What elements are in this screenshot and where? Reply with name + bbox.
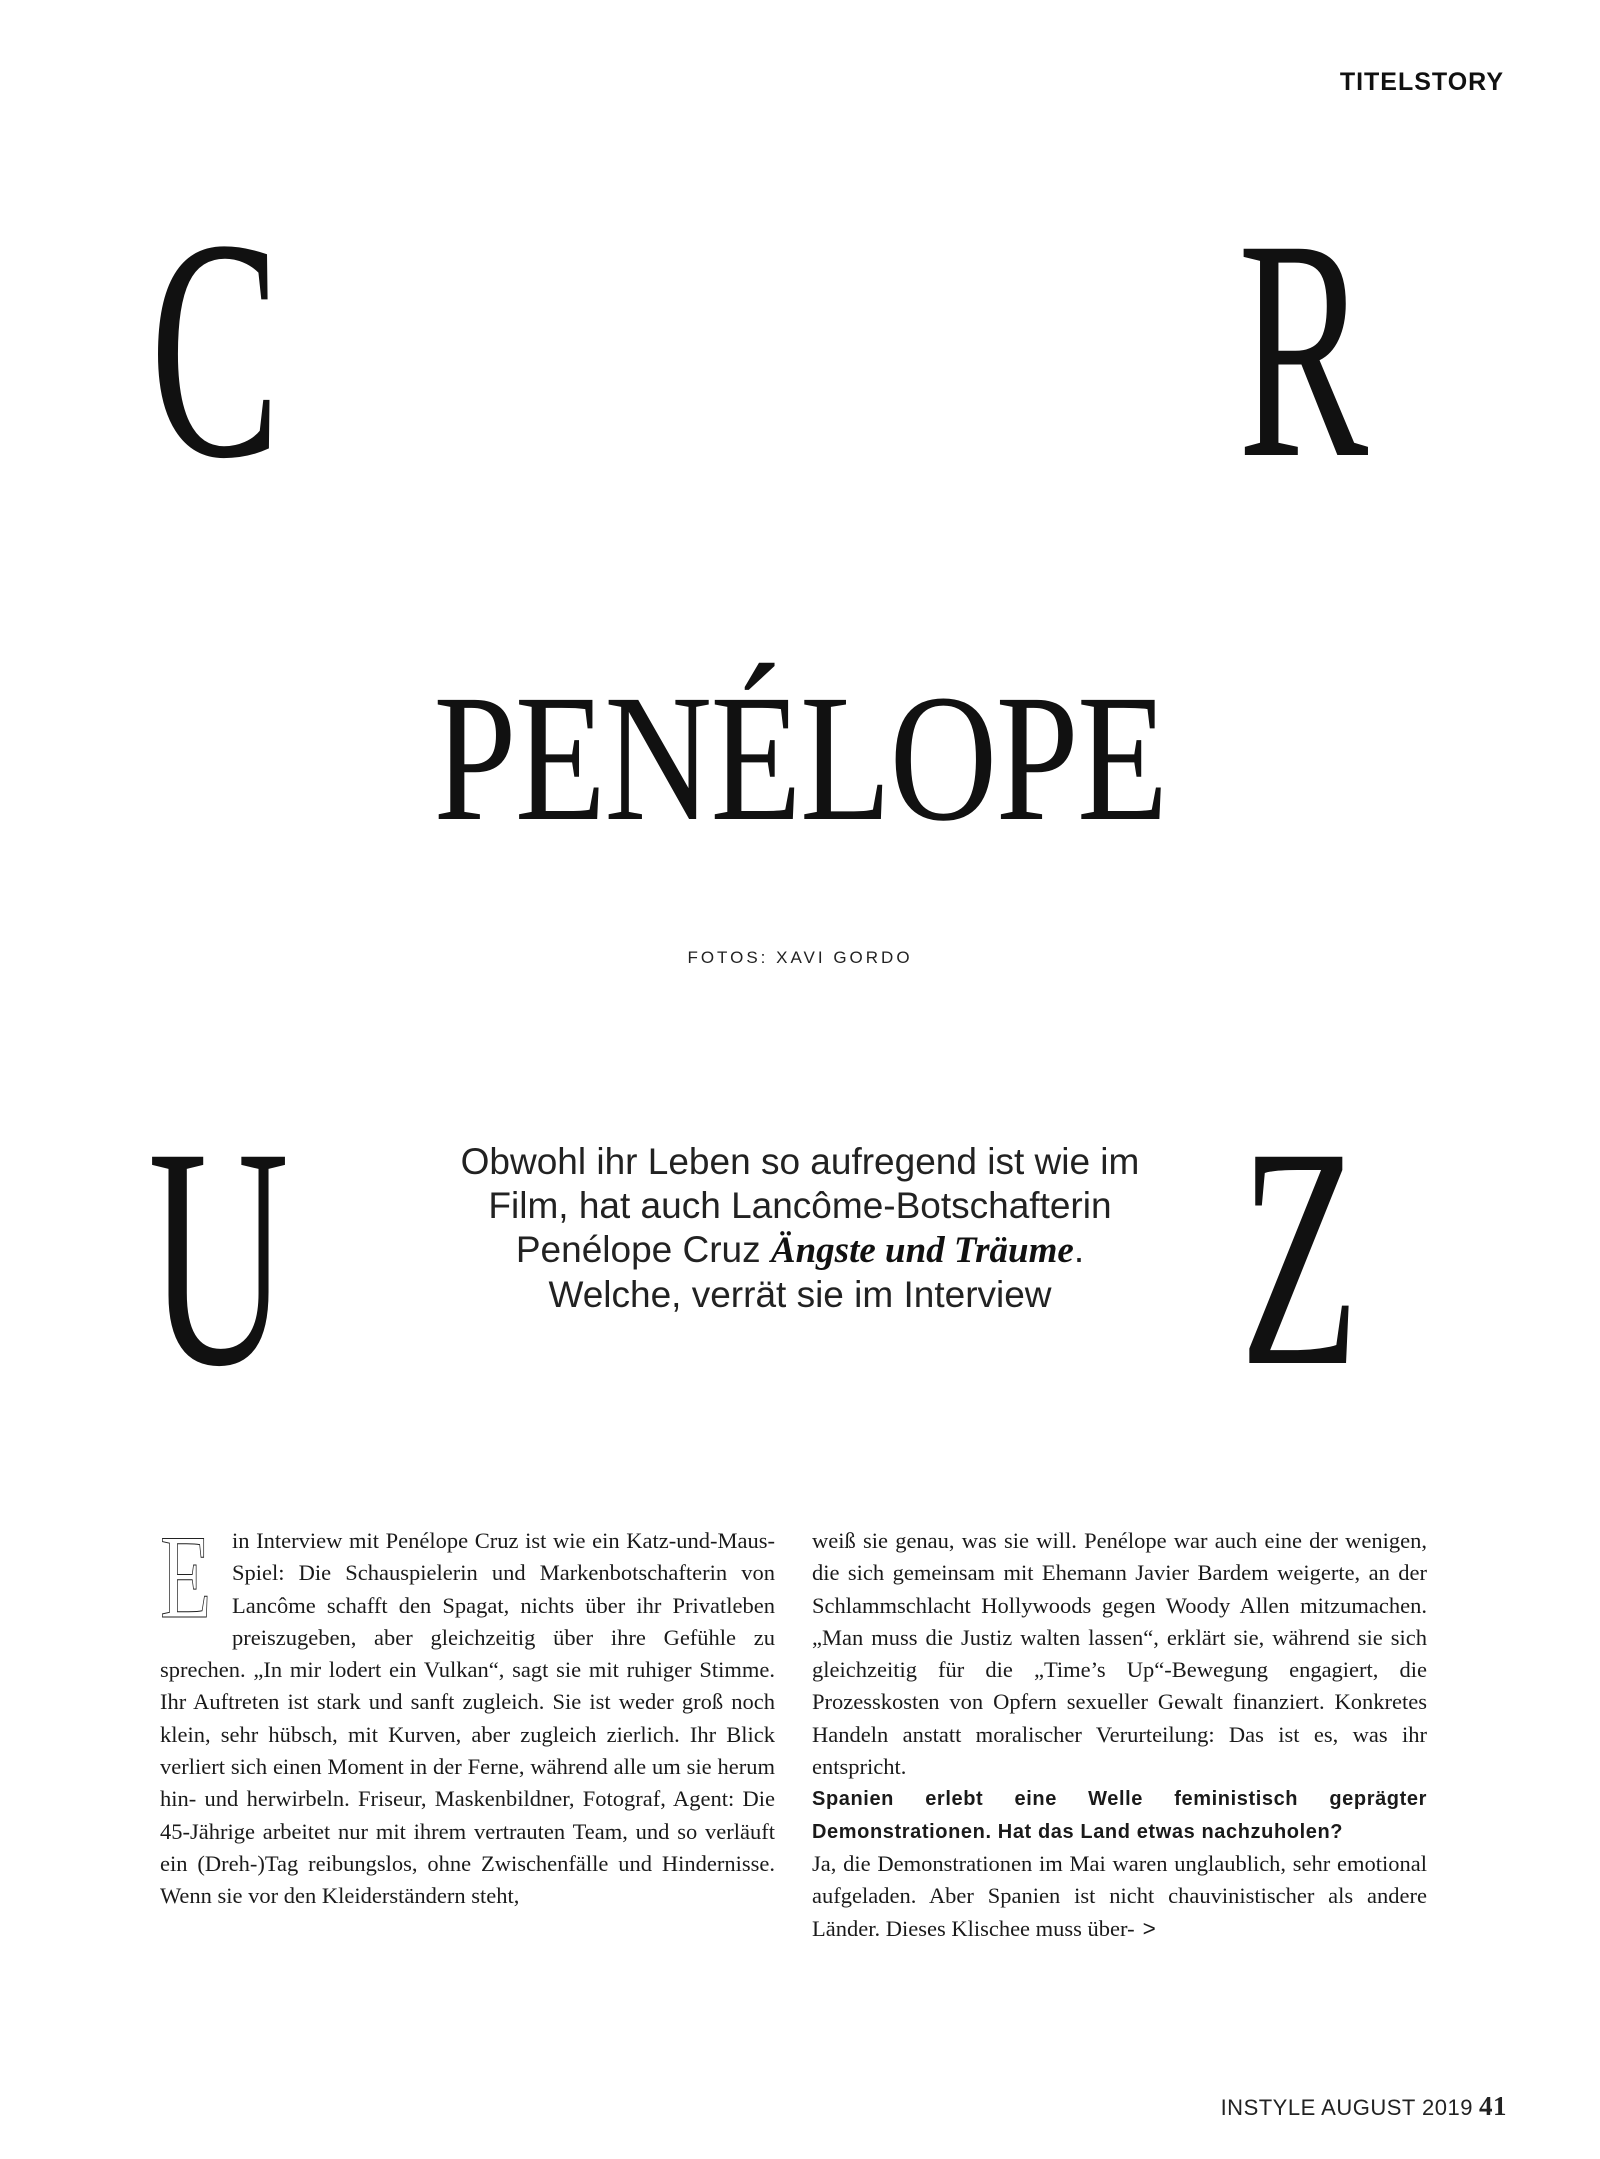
title-letter-u: U [148, 1083, 290, 1432]
article-left-text: in Interview mit Penélope Cruz ist wie ein Katz-und-Maus-Spiel: Die Schauspielerin und Markenbotschafterin von Lancôme schafft den Spagat, nichts über ihr Privatleben preiszugeben, aber gleichzeitig über ihre Gefühle zu sprechen. „In mir lodert ein Vulkan“, sagt sie mit ruhiger Stimme. Ihr Auftreten ist stark und sanft zugleich. Sie ist weder groß noch klein, sehr hübsch, mit Kurven, aber zugleich zierlich. Ihr Blick verliert sich einen Moment in der Ferne, während alle um sie herum hin- und herwirbeln. Friseur, Maskenbildner, Fotograf, Agent: Die 45-Jährige arbeitet nur mit ihrem vertrauten Team, und so verläuft ein (Dreh-)Tag reibungslos, ohne Zwischenfälle und Hindernisse. Wenn sie vor den Kleiderständern steht, [160, 1528, 775, 1909]
article-column-left [160, 1510, 775, 1913]
article-column-right [812, 1525, 1427, 1945]
intro-standfirst [460, 1140, 1140, 1317]
interview-answer [812, 1848, 1427, 1945]
title-letter-z: Z [1240, 1083, 1360, 1432]
continue-arrow: > [1142, 1915, 1156, 1941]
title-first-name-text: PENÉLOPE [433, 658, 1167, 859]
article-right-text: weiß sie genau, was sie will. Penélope war auch eine der wenigen, die sich gemeinsam mit Ehemann Javier Bardem weigerte, an der Schlammschlacht Hollywoods gegen Woody Allen mitzumachen. „Man muss die Justiz walten lassen“, erklärt sie, während sie sich gleichzeitig für die „Time’s Up“-Bewegung engagiert, die Prozesskosten von Opfern sexueller Gewalt finanziert. Konkretes Handeln anstatt moralischer Verurteilung: Das ist es, was ihr entspricht. [812, 1528, 1427, 1780]
intro-emphasis: Ängste und Träume [770, 1230, 1074, 1271]
article-paragraph [160, 1510, 775, 1913]
page-number: 41 [1479, 2091, 1507, 2121]
footer-publication: INSTYLE AUGUST 2019 [1220, 2095, 1473, 2120]
intro-part2: . Welche, verrät sie im Interview [548, 1229, 1085, 1315]
title-first-name [0, 658, 1600, 859]
photo-credit: FOTOS: XAVI GORDO [687, 948, 913, 967]
section-label: TITELSTORY [1339, 68, 1504, 96]
title-letter-c: C [150, 175, 281, 524]
interview-question: Spanien erlebt eine Welle feministisch geprägter Demonstrationen. Hat das Land etwas nachzuholen? [812, 1788, 1427, 1843]
intro-part1: Obwohl ihr Leben so aufregend ist wie im Film, hat auch Lancôme-Botschafterin Penélope Cruz [460, 1141, 1140, 1270]
page-footer [1221, 2091, 1507, 2122]
drop-cap: E [160, 1510, 212, 1643]
title-letter-r: R [1238, 175, 1369, 524]
interview-answer-text: Ja, die Demonstrationen im Mai waren unglaublich, sehr emotional aufgeladen. Aber Spanien ist nicht chauvinistischer als andere Länder. Dieses Klischee muss über- [812, 1850, 1427, 1941]
